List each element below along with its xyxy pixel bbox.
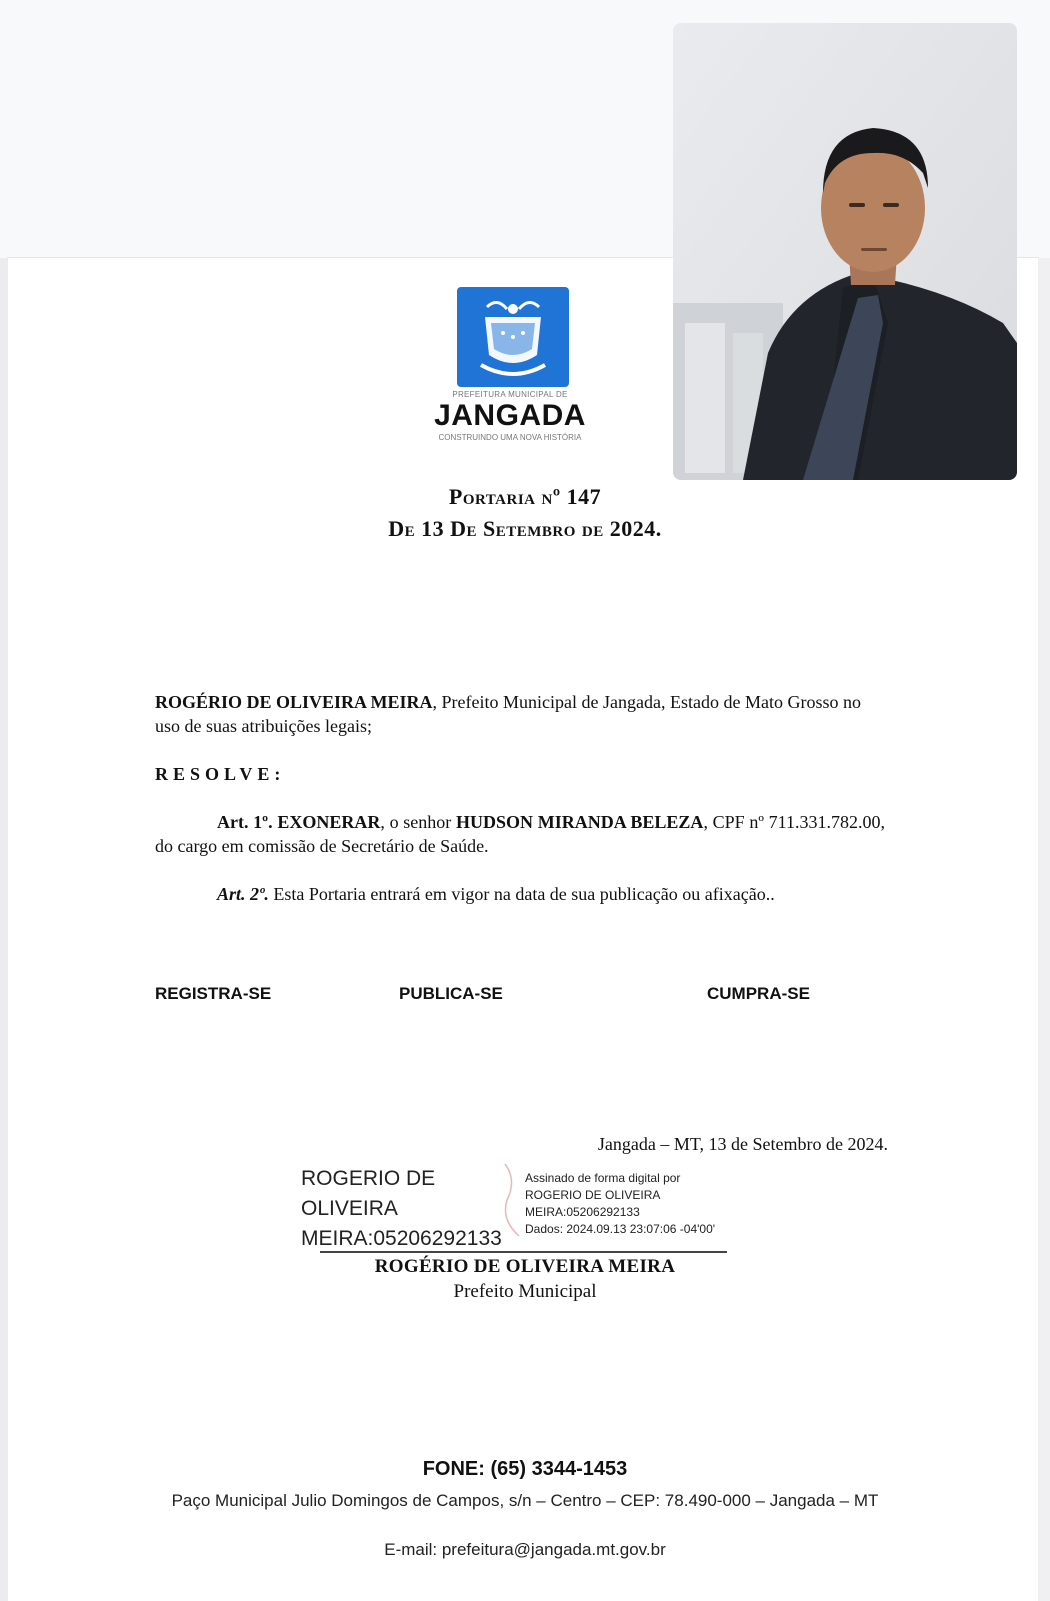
place-date: Jangada – MT, 13 de Setembro de 2024. <box>597 1134 888 1154</box>
article-2 <box>155 882 885 906</box>
signer-name: ROGÉRIO DE OLIVEIRA MEIRA <box>374 1256 676 1277</box>
footer-address: Paço Municipal Julio Domingos de Campos, s/n – Centro – CEP: 78.490-000 – Jangada – MT <box>171 1491 879 1510</box>
intro-paragraph <box>155 690 885 738</box>
art1-pre: , o senhor <box>380 812 456 832</box>
article-1 <box>155 810 885 858</box>
footer-email: E-mail: prefeitura@jangada.mt.gov.br <box>384 1540 666 1559</box>
art1-verb: EXONERAR <box>277 812 381 832</box>
portrait-illustration <box>673 23 1017 480</box>
art2-label: Art. 2º. <box>217 884 269 904</box>
document-title: Portaria nº 147 <box>448 484 602 509</box>
digital-signature-name: ROGERIO DE OLIVEIRA MEIRA:05206292133 <box>301 1167 502 1250</box>
logo-caption-top: PREFEITURA MUNICIPAL DE <box>452 390 568 399</box>
intro-text: , Prefeito Municipal de Jangada, Estado de Mato Grosso no uso de suas atribuições legais; <box>155 692 861 736</box>
document-date-title: De 13 De Setembro de 2024. <box>388 516 662 541</box>
footer-phone: FONE: (65) 3344-1453 <box>422 1458 628 1480</box>
digital-signature-details: Assinado de forma digital por ROGERIO DE OLIVEIRA MEIRA:05206292133 Dados: 2024.09.13 23:07:06 -04'00' <box>525 1171 716 1236</box>
publica-label: PUBLICA-SE <box>399 984 503 1003</box>
art1-person: HUDSON MIRANDA BELEZA <box>455 812 704 832</box>
page-edge-right <box>1038 258 1050 1601</box>
portrait-photo <box>673 23 1017 480</box>
resolve-heading: RESOLVE: <box>155 764 286 784</box>
registra-label: REGISTRA-SE <box>155 984 272 1003</box>
signature-line <box>320 1251 727 1253</box>
cumpra-label: CUMPRA-SE <box>707 984 810 1003</box>
page-edge-left <box>0 258 8 1601</box>
art1-text: , CPF nº 711.331.782.00, do cargo em comissão de Secretário de Saúde. <box>155 812 885 856</box>
art2-text: Esta Portaria entrará em vigor na data de sua publicação ou afixação.. <box>268 884 775 904</box>
coat-of-arms-icon <box>457 287 569 387</box>
municipality-logo <box>410 287 610 447</box>
signer-role: Prefeito Municipal <box>453 1281 597 1302</box>
logo-slogan: CONSTRUINDO UMA NOVA HISTÓRIA <box>438 433 582 442</box>
intro-name: ROGÉRIO DE OLIVEIRA MEIRA <box>155 692 433 712</box>
logo-name: JANGADA <box>434 399 586 432</box>
art1-label: Art. 1º. <box>217 812 273 832</box>
